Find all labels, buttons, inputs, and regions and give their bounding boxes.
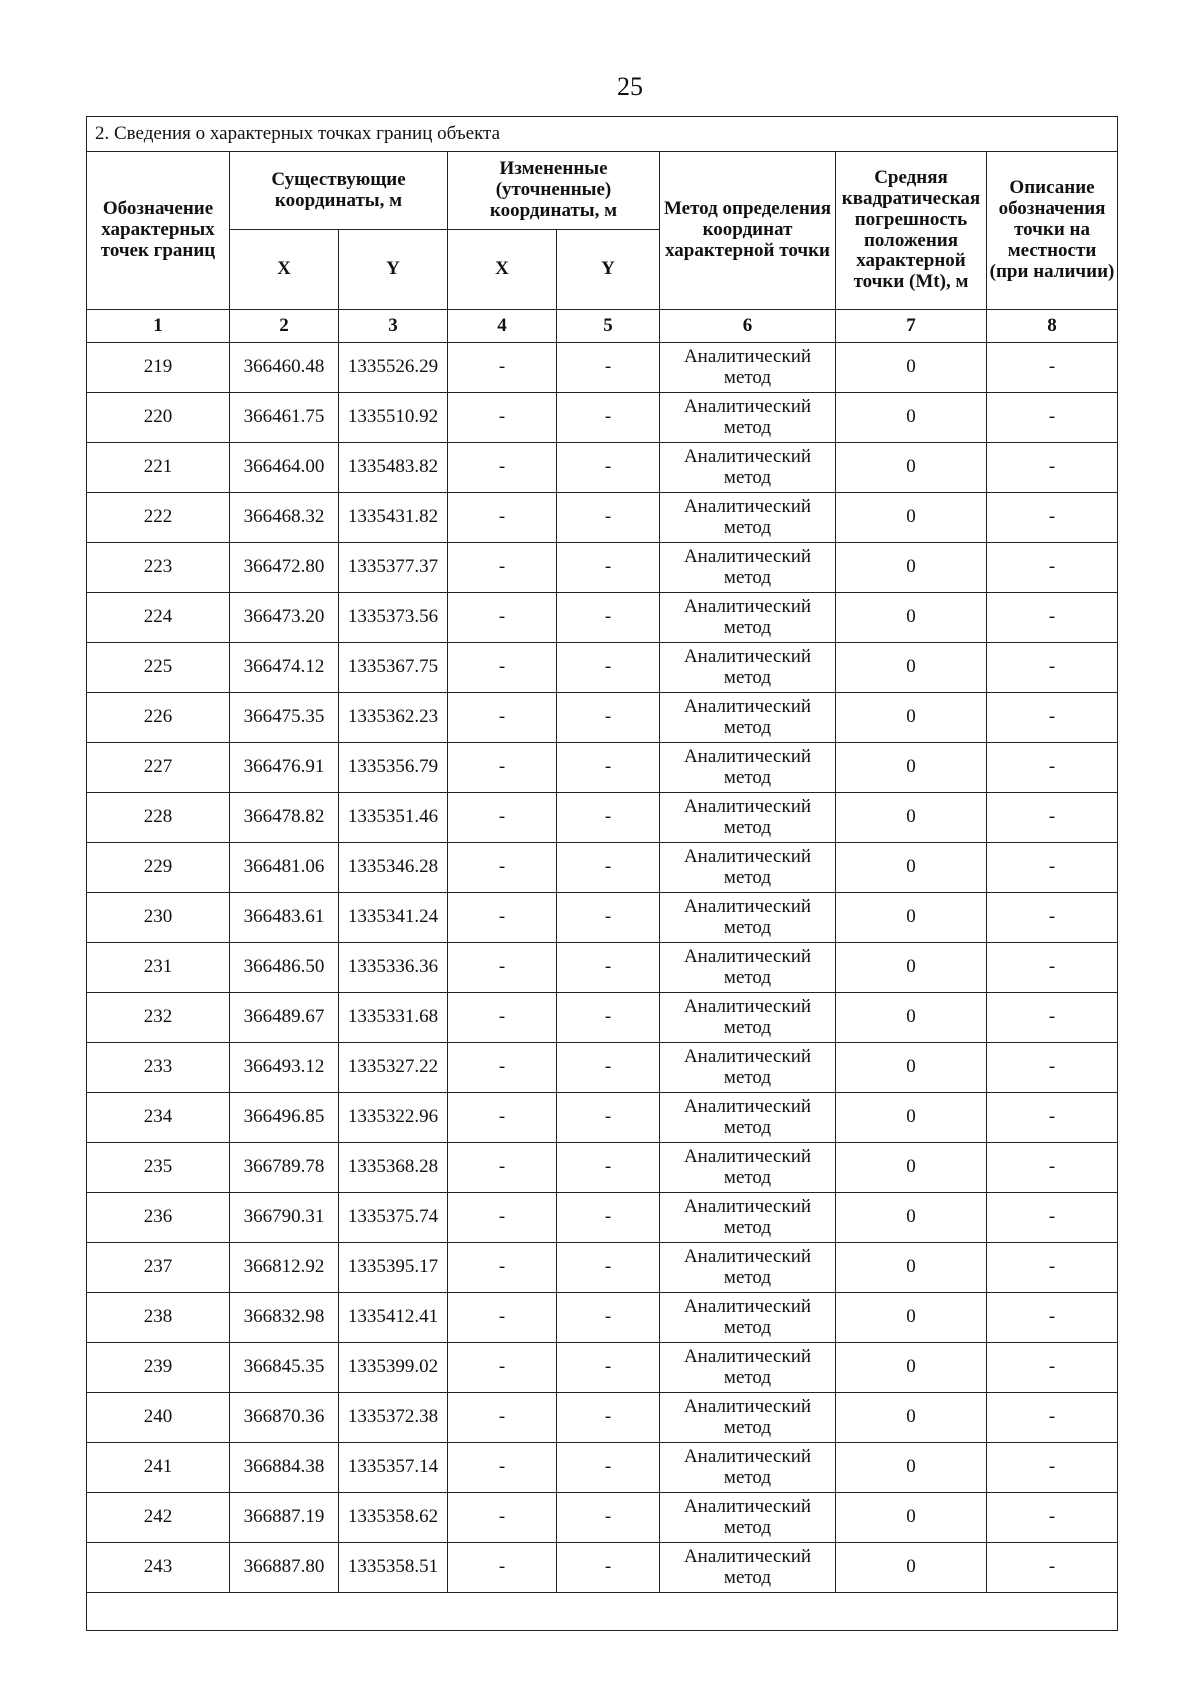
method-line1: Аналитический — [683, 795, 812, 817]
table-row — [87, 1043, 1118, 1093]
description-cell: - — [987, 543, 1118, 593]
method-cell — [660, 593, 836, 643]
changed-y-cell: - — [557, 793, 660, 843]
header-point-designation: Обозначение характерных точек границ — [87, 152, 230, 310]
method-line1: Аналитический — [683, 695, 812, 717]
table-row — [87, 693, 1118, 743]
existing-x-cell: 366870.36 — [230, 1393, 339, 1443]
point-id-cell: 239 — [87, 1343, 230, 1393]
table-row — [87, 1193, 1118, 1243]
existing-x-cell: 366481.06 — [230, 843, 339, 893]
method-line1: Аналитический — [683, 395, 812, 417]
column-number: 3 — [339, 310, 448, 343]
table-row — [87, 1443, 1118, 1493]
method-cell — [660, 543, 836, 593]
changed-x-cell: - — [448, 943, 557, 993]
existing-y-cell: 1335358.51 — [339, 1543, 448, 1593]
method-line2: метод — [723, 1366, 772, 1388]
mean-error-cell: 0 — [836, 1193, 987, 1243]
changed-y-cell: - — [557, 893, 660, 943]
changed-x-cell: - — [448, 1043, 557, 1093]
method-line1: Аналитический — [683, 845, 812, 867]
method-line1: Аналитический — [683, 445, 812, 467]
method-line2: метод — [723, 1466, 772, 1488]
changed-x-cell: - — [448, 543, 557, 593]
changed-y-cell: - — [557, 693, 660, 743]
table-row — [87, 1093, 1118, 1143]
description-cell: - — [987, 1143, 1118, 1193]
method-line2: метод — [723, 1566, 772, 1588]
point-id-cell: 225 — [87, 643, 230, 693]
method-line2: метод — [723, 1066, 772, 1088]
method-cell — [660, 1243, 836, 1293]
mean-error-cell: 0 — [836, 393, 987, 443]
mean-error-cell: 0 — [836, 793, 987, 843]
description-cell: - — [987, 1093, 1118, 1143]
mean-error-cell: 0 — [836, 1293, 987, 1343]
point-id-cell: 242 — [87, 1493, 230, 1543]
header-existing-y: Y — [339, 230, 448, 310]
method-line2: метод — [723, 1166, 772, 1188]
existing-y-cell: 1335373.56 — [339, 593, 448, 643]
existing-x-cell: 366493.12 — [230, 1043, 339, 1093]
changed-x-cell: - — [448, 843, 557, 893]
table-row — [87, 1343, 1118, 1393]
existing-y-cell: 1335357.14 — [339, 1443, 448, 1493]
point-id-cell: 238 — [87, 1293, 230, 1343]
method-cell — [660, 1343, 836, 1393]
method-cell — [660, 893, 836, 943]
existing-x-cell: 366473.20 — [230, 593, 339, 643]
point-id-cell: 241 — [87, 1443, 230, 1493]
method-line2: метод — [723, 1116, 772, 1138]
method-line2: метод — [723, 366, 772, 388]
mean-error-cell: 0 — [836, 1443, 987, 1493]
mean-error-cell: 0 — [836, 543, 987, 593]
description-cell: - — [987, 1493, 1118, 1543]
existing-y-cell: 1335377.37 — [339, 543, 448, 593]
existing-y-cell: 1335399.02 — [339, 1343, 448, 1393]
method-cell — [660, 393, 836, 443]
changed-x-cell: - — [448, 1543, 557, 1593]
changed-y-cell: - — [557, 1293, 660, 1343]
table-row — [87, 943, 1118, 993]
description-cell: - — [987, 893, 1118, 943]
header-existing-coords: Существующие координаты, м — [230, 152, 448, 230]
column-number: 1 — [87, 310, 230, 343]
method-cell — [660, 493, 836, 543]
point-id-cell: 221 — [87, 443, 230, 493]
method-cell — [660, 843, 836, 893]
point-id-cell: 229 — [87, 843, 230, 893]
existing-y-cell: 1335362.23 — [339, 693, 448, 743]
changed-y-cell: - — [557, 1493, 660, 1543]
mean-error-cell: 0 — [836, 1393, 987, 1443]
changed-x-cell: - — [448, 993, 557, 1043]
method-cell — [660, 343, 836, 393]
table-row — [87, 443, 1118, 493]
existing-x-cell: 366489.67 — [230, 993, 339, 1043]
existing-x-cell: 366475.35 — [230, 693, 339, 743]
table-row — [87, 493, 1118, 543]
point-id-cell: 227 — [87, 743, 230, 793]
table-row — [87, 893, 1118, 943]
method-cell — [660, 1043, 836, 1093]
method-cell — [660, 1293, 836, 1343]
changed-y-cell: - — [557, 1393, 660, 1443]
boundary-points-table — [86, 116, 1118, 1631]
changed-y-cell: - — [557, 1243, 660, 1293]
mean-error-cell: 0 — [836, 1043, 987, 1093]
method-line2: метод — [723, 1416, 772, 1438]
existing-x-cell: 366789.78 — [230, 1143, 339, 1193]
description-cell: - — [987, 1293, 1118, 1343]
method-line2: метод — [723, 1316, 772, 1338]
changed-x-cell: - — [448, 643, 557, 693]
point-id-cell: 235 — [87, 1143, 230, 1193]
method-cell — [660, 1543, 836, 1593]
method-line1: Аналитический — [683, 595, 812, 617]
changed-y-cell: - — [557, 943, 660, 993]
method-line1: Аналитический — [683, 495, 812, 517]
method-line2: метод — [723, 466, 772, 488]
existing-y-cell: 1335367.75 — [339, 643, 448, 693]
description-cell: - — [987, 843, 1118, 893]
method-line1: Аналитический — [683, 1245, 812, 1267]
method-cell — [660, 1443, 836, 1493]
existing-x-cell: 366478.82 — [230, 793, 339, 843]
method-line1: Аналитический — [683, 1295, 812, 1317]
existing-y-cell: 1335372.38 — [339, 1393, 448, 1443]
mean-error-cell: 0 — [836, 343, 987, 393]
point-id-cell: 234 — [87, 1093, 230, 1143]
table-row — [87, 343, 1118, 393]
changed-y-cell: - — [557, 993, 660, 1043]
point-id-cell: 230 — [87, 893, 230, 943]
column-number: 8 — [987, 310, 1118, 343]
method-line1: Аналитический — [683, 1395, 812, 1417]
method-line1: Аналитический — [683, 1545, 812, 1567]
table-row — [87, 643, 1118, 693]
mean-error-cell: 0 — [836, 1243, 987, 1293]
method-line1: Аналитический — [683, 745, 812, 767]
table-row — [87, 793, 1118, 843]
changed-y-cell: - — [557, 1543, 660, 1593]
description-cell: - — [987, 943, 1118, 993]
changed-y-cell: - — [557, 1343, 660, 1393]
description-cell: - — [987, 393, 1118, 443]
changed-y-cell: - — [557, 1193, 660, 1243]
point-id-cell: 219 — [87, 343, 230, 393]
description-cell: - — [987, 743, 1118, 793]
description-cell: - — [987, 1543, 1118, 1593]
existing-y-cell: 1335336.36 — [339, 943, 448, 993]
existing-x-cell: 366461.75 — [230, 393, 339, 443]
existing-y-cell: 1335322.96 — [339, 1093, 448, 1143]
changed-y-cell: - — [557, 593, 660, 643]
existing-y-cell: 1335412.41 — [339, 1293, 448, 1343]
changed-y-cell: - — [557, 443, 660, 493]
table-row — [87, 393, 1118, 443]
changed-x-cell: - — [448, 1243, 557, 1293]
method-line2: метод — [723, 1266, 772, 1288]
method-cell — [660, 993, 836, 1043]
table-row — [87, 993, 1118, 1043]
changed-y-cell: - — [557, 493, 660, 543]
existing-y-cell: 1335368.28 — [339, 1143, 448, 1193]
mean-error-cell: 0 — [836, 493, 987, 543]
existing-x-cell: 366483.61 — [230, 893, 339, 943]
changed-y-cell: - — [557, 543, 660, 593]
column-number: 2 — [230, 310, 339, 343]
changed-x-cell: - — [448, 1343, 557, 1393]
existing-x-cell: 366472.80 — [230, 543, 339, 593]
changed-y-cell: - — [557, 643, 660, 693]
point-id-cell: 224 — [87, 593, 230, 643]
mean-error-cell: 0 — [836, 593, 987, 643]
column-number: 6 — [660, 310, 836, 343]
point-id-cell: 233 — [87, 1043, 230, 1093]
changed-x-cell: - — [448, 493, 557, 543]
method-line2: метод — [723, 416, 772, 438]
description-cell: - — [987, 1043, 1118, 1093]
existing-y-cell: 1335483.82 — [339, 443, 448, 493]
existing-x-cell: 366812.92 — [230, 1243, 339, 1293]
method-line2: метод — [723, 666, 772, 688]
existing-x-cell: 366887.80 — [230, 1543, 339, 1593]
method-line1: Аналитический — [683, 1445, 812, 1467]
description-cell: - — [987, 493, 1118, 543]
description-cell: - — [987, 1243, 1118, 1293]
method-line2: метод — [723, 616, 772, 638]
table-row — [87, 743, 1118, 793]
header-changed-x: X — [448, 230, 557, 310]
table-row — [87, 1393, 1118, 1443]
existing-x-cell: 366887.19 — [230, 1493, 339, 1543]
existing-y-cell: 1335431.82 — [339, 493, 448, 543]
method-line1: Аналитический — [683, 345, 812, 367]
changed-y-cell: - — [557, 343, 660, 393]
existing-y-cell: 1335351.46 — [339, 793, 448, 843]
method-line2: метод — [723, 916, 772, 938]
method-line2: метод — [723, 966, 772, 988]
point-id-cell: 222 — [87, 493, 230, 543]
method-cell — [660, 793, 836, 843]
point-id-cell: 236 — [87, 1193, 230, 1243]
point-id-cell: 223 — [87, 543, 230, 593]
mean-error-cell: 0 — [836, 843, 987, 893]
changed-x-cell: - — [448, 343, 557, 393]
table-row — [87, 1493, 1118, 1543]
method-cell — [660, 1143, 836, 1193]
point-id-cell: 240 — [87, 1393, 230, 1443]
existing-x-cell: 366884.38 — [230, 1443, 339, 1493]
description-cell: - — [987, 343, 1118, 393]
table-row — [87, 543, 1118, 593]
description-cell: - — [987, 593, 1118, 643]
existing-y-cell: 1335356.79 — [339, 743, 448, 793]
method-line1: Аналитический — [683, 895, 812, 917]
method-line2: метод — [723, 766, 772, 788]
column-number: 7 — [836, 310, 987, 343]
changed-x-cell: - — [448, 1143, 557, 1193]
table-row — [87, 593, 1118, 643]
changed-x-cell: - — [448, 893, 557, 943]
section-title: 2. Сведения о характерных точках границ объекта — [87, 117, 1118, 152]
method-line2: метод — [723, 566, 772, 588]
point-id-cell: 243 — [87, 1543, 230, 1593]
existing-y-cell: 1335375.74 — [339, 1193, 448, 1243]
mean-error-cell: 0 — [836, 893, 987, 943]
method-line1: Аналитический — [683, 1345, 812, 1367]
method-line1: Аналитический — [683, 1145, 812, 1167]
column-number: 4 — [448, 310, 557, 343]
mean-error-cell: 0 — [836, 643, 987, 693]
method-cell — [660, 643, 836, 693]
method-line2: метод — [723, 516, 772, 538]
description-cell: - — [987, 1443, 1118, 1493]
changed-x-cell: - — [448, 1443, 557, 1493]
table-row — [87, 1143, 1118, 1193]
mean-error-cell: 0 — [836, 1343, 987, 1393]
changed-x-cell: - — [448, 1393, 557, 1443]
method-cell — [660, 743, 836, 793]
method-line1: Аналитический — [683, 1195, 812, 1217]
mean-error-cell: 0 — [836, 693, 987, 743]
header-mean-error: Средняя квадратическая погрешность положения характерной точки (Mt), м — [836, 152, 987, 310]
description-cell: - — [987, 1193, 1118, 1243]
table-row — [87, 1243, 1118, 1293]
mean-error-cell: 0 — [836, 1143, 987, 1193]
changed-x-cell: - — [448, 1493, 557, 1543]
mean-error-cell: 0 — [836, 1493, 987, 1543]
method-line2: метод — [723, 816, 772, 838]
table-row — [87, 843, 1118, 893]
empty-footer-row — [87, 1593, 1118, 1631]
method-line1: Аналитический — [683, 1095, 812, 1117]
mean-error-cell: 0 — [836, 743, 987, 793]
existing-y-cell: 1335395.17 — [339, 1243, 448, 1293]
description-cell: - — [987, 1393, 1118, 1443]
existing-x-cell: 366845.35 — [230, 1343, 339, 1393]
changed-x-cell: - — [448, 1293, 557, 1343]
method-line1: Аналитический — [683, 995, 812, 1017]
method-cell — [660, 943, 836, 993]
point-id-cell: 232 — [87, 993, 230, 1043]
mean-error-cell: 0 — [836, 443, 987, 493]
existing-x-cell: 366476.91 — [230, 743, 339, 793]
existing-x-cell: 366468.32 — [230, 493, 339, 543]
mean-error-cell: 0 — [836, 1543, 987, 1593]
method-cell — [660, 1393, 836, 1443]
method-cell — [660, 443, 836, 493]
method-cell — [660, 693, 836, 743]
method-line2: метод — [723, 866, 772, 888]
changed-y-cell: - — [557, 843, 660, 893]
changed-x-cell: - — [448, 1093, 557, 1143]
changed-x-cell: - — [448, 693, 557, 743]
mean-error-cell: 0 — [836, 993, 987, 1043]
header-existing-x: X — [230, 230, 339, 310]
changed-x-cell: - — [448, 393, 557, 443]
table-body — [87, 343, 1118, 1593]
existing-x-cell: 366496.85 — [230, 1093, 339, 1143]
table-row — [87, 1543, 1118, 1593]
method-line2: метод — [723, 716, 772, 738]
description-cell: - — [987, 443, 1118, 493]
changed-x-cell: - — [448, 743, 557, 793]
page-number: 25 — [617, 72, 643, 101]
changed-x-cell: - — [448, 1193, 557, 1243]
header-description: Описание обозначения точки на местности (при наличии) — [987, 152, 1118, 310]
changed-y-cell: - — [557, 1143, 660, 1193]
method-line1: Аналитический — [683, 645, 812, 667]
point-id-cell: 220 — [87, 393, 230, 443]
changed-y-cell: - — [557, 1443, 660, 1493]
existing-y-cell: 1335331.68 — [339, 993, 448, 1043]
point-id-cell: 226 — [87, 693, 230, 743]
header-changed-y: Y — [557, 230, 660, 310]
description-cell: - — [987, 693, 1118, 743]
mean-error-cell: 0 — [836, 943, 987, 993]
table-row — [87, 1293, 1118, 1343]
existing-x-cell: 366790.31 — [230, 1193, 339, 1243]
point-id-cell: 237 — [87, 1243, 230, 1293]
method-cell — [660, 1093, 836, 1143]
column-number: 5 — [557, 310, 660, 343]
method-line1: Аналитический — [683, 545, 812, 567]
existing-x-cell: 366464.00 — [230, 443, 339, 493]
method-line1: Аналитический — [683, 945, 812, 967]
method-line2: метод — [723, 1516, 772, 1538]
existing-y-cell: 1335327.22 — [339, 1043, 448, 1093]
method-line2: метод — [723, 1016, 772, 1038]
changed-y-cell: - — [557, 1093, 660, 1143]
point-id-cell: 231 — [87, 943, 230, 993]
existing-y-cell: 1335341.24 — [339, 893, 448, 943]
method-cell — [660, 1493, 836, 1543]
mean-error-cell: 0 — [836, 1093, 987, 1143]
changed-x-cell: - — [448, 793, 557, 843]
existing-y-cell: 1335510.92 — [339, 393, 448, 443]
existing-x-cell: 366474.12 — [230, 643, 339, 693]
existing-y-cell: 1335526.29 — [339, 343, 448, 393]
changed-x-cell: - — [448, 443, 557, 493]
description-cell: - — [987, 643, 1118, 693]
existing-y-cell: 1335346.28 — [339, 843, 448, 893]
header-changed-coords: Измененные (уточненные) координаты, м — [448, 152, 660, 230]
method-line1: Аналитический — [683, 1495, 812, 1517]
changed-x-cell: - — [448, 593, 557, 643]
description-cell: - — [987, 793, 1118, 843]
point-id-cell: 228 — [87, 793, 230, 843]
description-cell: - — [987, 993, 1118, 1043]
method-line2: метод — [723, 1216, 772, 1238]
header-method: Метод определения координат характерной точки — [660, 152, 836, 310]
changed-y-cell: - — [557, 1043, 660, 1093]
existing-x-cell: 366832.98 — [230, 1293, 339, 1343]
method-line1: Аналитический — [683, 1045, 812, 1067]
existing-x-cell: 366486.50 — [230, 943, 339, 993]
method-cell — [660, 1193, 836, 1243]
existing-y-cell: 1335358.62 — [339, 1493, 448, 1543]
description-cell: - — [987, 1343, 1118, 1393]
existing-x-cell: 366460.48 — [230, 343, 339, 393]
changed-y-cell: - — [557, 393, 660, 443]
changed-y-cell: - — [557, 743, 660, 793]
